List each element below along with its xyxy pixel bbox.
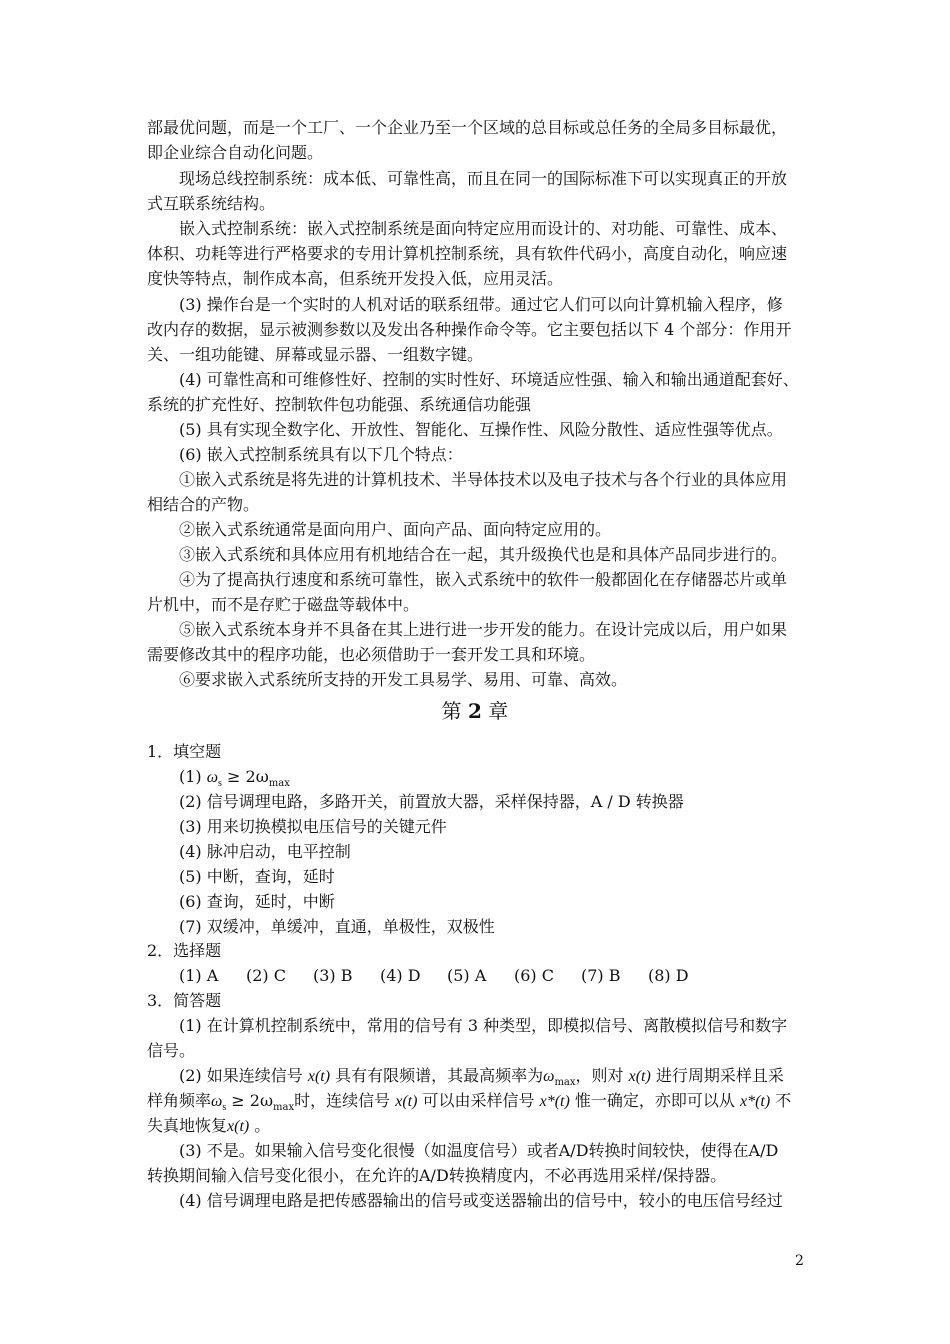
paragraph-line: (3) 操作台是一个实时的人机对话的联系纽带。通过它人们可以向计算机输入程序，修 — [179, 295, 783, 314]
choice-answers — [179, 965, 739, 987]
paragraph-line: 系统的扩充性好、控制软件包功能强、系统通信功能强 — [147, 395, 532, 414]
fill-answer-6: (6) 查询，延时，中断 — [179, 892, 335, 911]
choice-answer: (6) C — [514, 966, 554, 985]
paragraph-line: 现场总线控制系统：成本低、可靠性高，而且在同一的国际标准下可以实现真正的开放 — [179, 169, 788, 188]
choice-answer: (5) A — [447, 966, 487, 985]
paragraph-line: (6) 嵌入式控制系统具有以下几个特点： — [179, 445, 463, 464]
paragraph-line: 度快等特点，制作成本高，但系统开发投入低，应用灵活。 — [147, 269, 564, 288]
fill-answer-4: (4) 脉冲启动，电平控制 — [179, 842, 351, 861]
choice-answer: (3) B — [313, 966, 353, 985]
choice-answer: (2) C — [246, 966, 286, 985]
paragraph-line: (5) 具有实现全数字化、开放性、智能化、互操作性、风险分散性、适应性强等优点。 — [179, 420, 783, 439]
page-number: 2 — [795, 1253, 804, 1269]
paragraph-line: 体积、功耗等进行严格要求的专用计算机控制系统，具有软件代码小，高度自动化，响应速 — [147, 244, 788, 263]
paragraph-line: 式互联系统结构。 — [147, 194, 276, 213]
paragraph-line: 相结合的产物。 — [147, 495, 260, 514]
section-heading-short-answer: 3．简答题 — [147, 991, 222, 1010]
fill-answer-5: (5) 中断，查询，延时 — [179, 867, 335, 886]
paragraph-line: ②嵌入式系统通常是面向用户、面向产品、面向特定应用的。 — [179, 520, 612, 539]
paragraph-line: ⑤嵌入式系统本身并不具备在其上进行进一步开发的能力。在设计完成以后，用户如果 — [179, 620, 788, 639]
fill-answer-1: (1) $\omega_s \ge 2\omega_{max}$ — [179, 767, 290, 789]
fill-answer-7: (7) 双缓冲，单缓冲，直通，单极性，双极性 — [179, 917, 495, 936]
short-answer-3: (3) 不是。如果输入信号变化很慢（如温度信号）或者A/D转换时间较快，使得在A/D — [179, 1141, 779, 1160]
paragraph-line: ⑥要求嵌入式系统所支持的开发工具易学、易用、可靠、高效。 — [179, 670, 628, 689]
short-answer-2: (2) 如果连续信号 x(t) 具有有限频谱，其最高频率为$\omega_{max}$，则对 x(t) 进行周期采样且采 — [179, 1066, 784, 1088]
short-answer-1: (1) 在计算机控制系统中，常用的信号有 3 种类型，即模拟信号、离散模拟信号和数字 — [179, 1016, 788, 1035]
short-answer-2-cont: 样角频率$\omega_s \ge 2\omega_{max}$时，连续信号 x(t) 可以由采样信号 x*(t) 惟一确定，亦即可以从 x*(t) 不 — [147, 1091, 792, 1113]
choice-answer: (8) D — [648, 966, 689, 985]
paragraph-line: ③嵌入式系统和具体应用有机地结合在一起，其升级换代也是和具体产品同步进行的。 — [179, 545, 788, 564]
paragraph-line: 片机中，而不是存贮于磁盘等载体中。 — [147, 595, 420, 614]
paragraph-line: 即企业综合自动化问题。 — [147, 143, 324, 162]
short-answer-1-cont: 信号。 — [147, 1041, 196, 1060]
chapter-title: 第 2 章 — [441, 699, 509, 723]
section-heading-fill-in: 1．填空题 — [147, 742, 222, 761]
short-answer-4: (4) 信号调理电路是把传感器输出的信号或变送器输出的信号中，较小的电压信号经过 — [179, 1191, 783, 1210]
choice-answer: (4) D — [380, 966, 421, 985]
choice-answer: (7) B — [581, 966, 621, 985]
paragraph-line: (4) 可靠性高和可维修性好、控制的实时性好、环境适应性强、输入和输出通道配套好、 — [179, 370, 799, 389]
paragraph-line: ①嵌入式系统是将先进的计算机技术、半导体技术以及电子技术与各个行业的具体应用 — [179, 470, 788, 489]
paragraph-line: 嵌入式控制系统：嵌入式控制系统是面向特定应用而设计的、对功能、可靠性、成本、 — [179, 219, 788, 238]
fill-answer-3: (3) 用来切换模拟电压信号的关键元件 — [179, 817, 447, 836]
short-answer-3-cont: 转换期间输入信号变化很小，在允许的A/D转换精度内，不必再选用采样/保持器。 — [147, 1166, 727, 1185]
paragraph-line: ④为了提高执行速度和系统可靠性，嵌入式系统中的软件一般都固化在存储器芯片或单 — [179, 570, 788, 589]
fill-answer-2: (2) 信号调理电路，多路开关，前置放大器，采样保持器，A / D 转换器 — [179, 792, 684, 811]
short-answer-2-cont: 失真地恢复x(t) 。 — [147, 1116, 271, 1135]
paragraph-line: 需要修改其中的程序功能，也必须借助于一套开发工具和环境。 — [147, 645, 596, 664]
paragraph-line: 部最优问题，而是一个工厂、一个企业乃至一个区域的总目标或总任务的全局多目标最优， — [147, 118, 788, 137]
section-heading-choice: 2．选择题 — [147, 941, 222, 960]
paragraph-line: 改内存的数据，显示被测参数以及发出各种操作命令等。它主要包括以下 4 个部分：作用开 — [147, 320, 792, 339]
paragraph-line: 关、一组功能键、屏幕或显示器、一组数字键。 — [147, 345, 484, 364]
choice-answer: (1) A — [179, 966, 219, 985]
